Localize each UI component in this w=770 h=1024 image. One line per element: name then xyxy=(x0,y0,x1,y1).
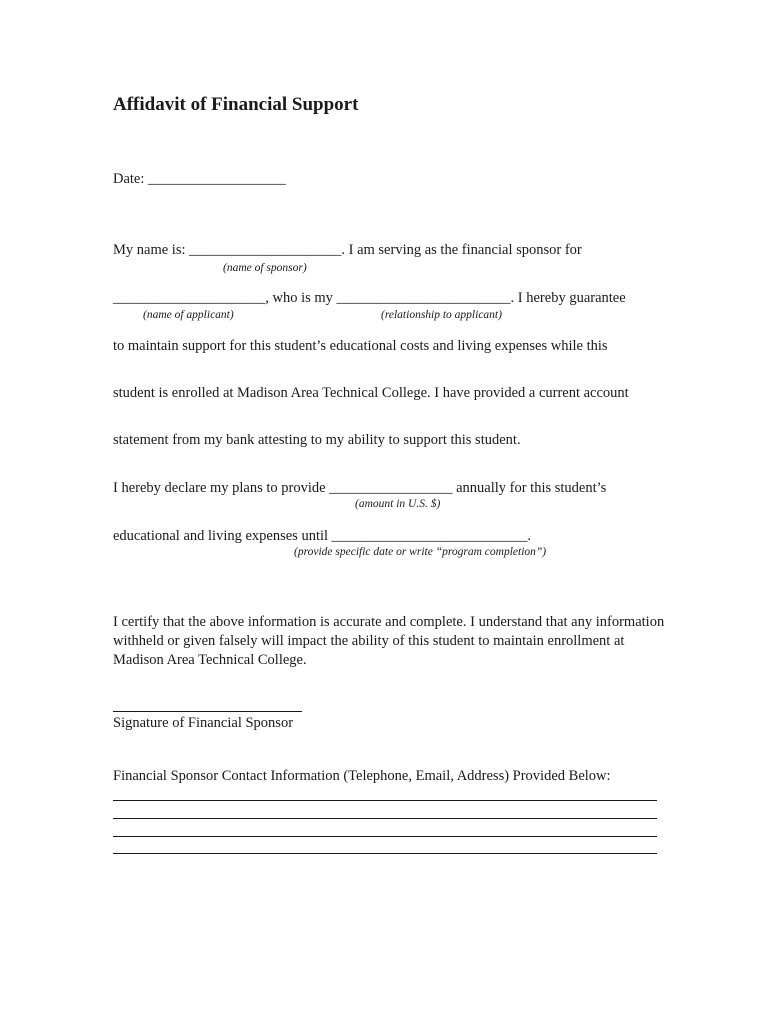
applicant-hint: (name of applicant) xyxy=(143,309,234,321)
support-line-3: statement from my bank attesting to my ability to support this student. xyxy=(113,432,521,448)
sponsor-hint: (name of sponsor) xyxy=(223,262,307,274)
page-title: Affidavit of Financial Support xyxy=(113,94,359,115)
signature-label: Signature of Financial Sponsor xyxy=(113,715,294,731)
contact-label: Financial Sponsor Contact Information (Telephone, Email, Address) Provided Below: xyxy=(113,768,611,784)
support-line-1: to maintain support for this student’s educational costs and living expenses while this xyxy=(113,338,608,354)
until-hint: (provide specific date or write “program completion”) xyxy=(294,546,547,558)
contact-line-1 xyxy=(113,800,657,801)
date-line: Date: ___________________ xyxy=(113,171,286,187)
contact-line-3 xyxy=(113,836,657,837)
relationship-hint: (relationship to applicant) xyxy=(381,309,502,321)
contact-line-2 xyxy=(113,818,657,819)
support-line-2: student is enrolled at Madison Area Technical College. I have provided a current account xyxy=(113,385,629,401)
applicant-line: _____________________, who is my ________________________. I hereby guarantee xyxy=(113,290,626,306)
until-line: educational and living expenses until ___________________________. xyxy=(113,528,532,544)
declare-line: I hereby declare my plans to provide _________________ annually for this student’s xyxy=(113,480,607,496)
certify-paragraph: I certify that the above information is accurate and complete. I understand that any information withheld or given falsely will impact the ability of this student to maintain enrollment at Madison Area Technical College. xyxy=(113,614,665,668)
contact-line-4 xyxy=(113,853,657,854)
amount-hint: (amount in U.S. $) xyxy=(355,498,441,510)
sponsor-line: My name is: _____________________. I am serving as the financial sponsor for xyxy=(113,242,582,258)
signature-line xyxy=(113,711,302,712)
